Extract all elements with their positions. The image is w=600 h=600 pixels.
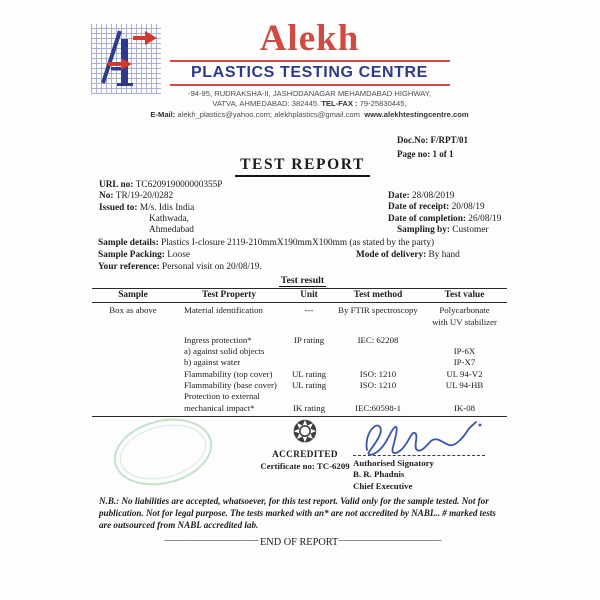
cell-value: UL 94-V2 — [446, 368, 483, 379]
doc-info-block — [397, 134, 468, 162]
sampling-label: Sampling by: — [397, 224, 453, 235]
table-row — [92, 391, 507, 402]
cell-property: Flammability (top cover) — [184, 368, 273, 379]
cell-sample — [92, 317, 174, 328]
sampling-line — [388, 225, 501, 236]
test-result-heading-row — [85, 275, 520, 286]
address-block — [130, 89, 490, 120]
cell-value — [422, 328, 507, 346]
cell-value: Polycarbonate — [439, 305, 490, 316]
cell-unit — [284, 391, 334, 402]
sample-packing-value: Loose — [167, 250, 190, 261]
reference-line — [98, 262, 520, 274]
completion-label: Date of completion: — [388, 213, 469, 224]
sample-details-line — [98, 238, 520, 250]
table-row — [92, 346, 507, 357]
date-label: Date: — [388, 190, 413, 201]
test-result-table — [92, 288, 507, 417]
cell-unit — [284, 357, 334, 368]
report-no-value: TR/19-20/0282 — [115, 191, 174, 202]
cell-sample — [92, 346, 174, 357]
cell-unit: IK rating — [292, 402, 325, 413]
end-dashes-left: —————————— — [164, 534, 258, 546]
col-header-test-property: Test Property — [174, 289, 284, 303]
report-no-label: No: — [99, 191, 116, 202]
issued-to-line-3: Ahmedabad — [149, 225, 194, 236]
cell-property: Flammability (base cover) — [184, 380, 277, 391]
reference-label: Your reference: — [98, 261, 163, 272]
delivery-value: By hand — [428, 250, 460, 261]
issued-to-label: Issued to: — [99, 202, 140, 213]
cell-sample — [92, 357, 174, 368]
sample-block — [98, 238, 520, 273]
nabl-accreditation-seal-icon: ❂ — [292, 414, 318, 450]
cell-sample: Box as above — [109, 305, 157, 316]
cell-method: IEC:60598-1 — [355, 402, 401, 413]
cell-sample — [92, 369, 174, 380]
cell-property: Protection to external — [184, 391, 260, 402]
cell-value: IP-X7 — [453, 357, 476, 368]
cell-method — [334, 357, 422, 368]
cell-unit: UL rating — [291, 368, 327, 379]
alekh-logo-icon — [91, 24, 161, 94]
table-row — [92, 369, 507, 380]
cell-value: with UV stabilizer — [432, 316, 497, 327]
address-line-3 — [130, 110, 490, 120]
cell-sample — [92, 328, 174, 346]
cell-method — [334, 317, 422, 328]
letterhead-center — [116, 20, 490, 120]
sampling-value: Customer — [452, 224, 489, 235]
cell-unit — [284, 317, 334, 328]
letterhead — [85, 20, 520, 120]
table-row — [92, 357, 507, 368]
sample-packing-label: Sample Packing: — [98, 250, 168, 261]
url-no-line — [99, 180, 520, 191]
signatory-block — [353, 418, 513, 492]
cell-method — [334, 391, 422, 402]
issued-to-line-2: Kathwada, — [149, 213, 190, 224]
cell-unit — [284, 346, 334, 357]
test-result-heading: Test result — [280, 275, 325, 287]
company-subtitle: PLASTICS TESTING CENTRE — [191, 63, 428, 81]
table-row — [92, 328, 507, 346]
delivery-label: Mode of delivery: — [356, 250, 429, 261]
url-no-label: URL no: — [99, 179, 136, 190]
red-divider-top — [170, 60, 450, 62]
round-stamp — [107, 409, 220, 495]
table-row — [92, 317, 507, 328]
table-row — [92, 380, 507, 391]
col-header-sample: Sample — [92, 289, 174, 303]
cell-unit: IP rating — [293, 334, 325, 345]
doc-no-line — [397, 134, 468, 148]
doc-no-label: Doc.No: — [397, 135, 431, 145]
certificate-number: Certificate no: TC-6209 — [260, 461, 350, 472]
report-document — [85, 20, 520, 548]
cell-method: By FTIR spectroscopy — [338, 305, 418, 316]
cell-method: IEC: 62208 — [357, 334, 399, 345]
cell-value: UL 94-HB — [445, 380, 484, 391]
signature-section — [85, 414, 520, 492]
receipt-value: 20/08/19 — [451, 202, 485, 213]
doc-no-value: F/RPT/01 — [430, 135, 468, 145]
signature-rule — [353, 455, 485, 456]
col-header-test-value: Test value — [422, 289, 507, 303]
cell-value — [422, 391, 507, 402]
cell-sample — [92, 403, 174, 417]
col-header-unit: Unit — [284, 289, 334, 303]
receipt-label: Date of receipt: — [388, 202, 452, 213]
red-divider-bottom — [170, 84, 450, 86]
end-of-report-text: END OF REPORT — [257, 536, 339, 548]
sample-details-value: Plastics I-closure 2119-210mmX190mmX100mm (as stated by the party) — [161, 238, 435, 249]
brand-name: Alekh — [259, 18, 360, 59]
table-header-row — [92, 289, 507, 303]
delivery-line — [356, 250, 460, 262]
signatory-title: Authorised Signatory — [353, 457, 434, 468]
page-no-value: 1 of 1 — [432, 148, 454, 159]
signatory-name: B. R. Phadnis — [353, 469, 405, 480]
signatory-role: Chief Executive — [353, 480, 413, 491]
issued-to-value: M/s. Idis India — [139, 202, 195, 213]
telfax-label: TEL-FAX : — [321, 99, 360, 109]
cell-method: ISO: 1210 — [359, 380, 397, 391]
col-header-test-method: Test method — [334, 289, 422, 303]
reference-value: Personal visit on 20/08/19. — [162, 261, 262, 272]
date-line — [388, 191, 501, 202]
sample-details-label: Sample details: — [98, 238, 162, 249]
address-line-1: -94-95, RUDRAKSHA-II, JASHODANAGAR MEHAMDABAD HIGHWAY, — [188, 89, 431, 99]
address-city: VATVA, AHMEDABAD: 382445. — [212, 99, 322, 109]
cell-property: Ingress protection* — [184, 334, 252, 345]
cell-unit: UL rating — [291, 380, 327, 391]
signature-icon — [361, 418, 491, 458]
address-line-2 — [130, 99, 490, 109]
cell-property: mechanical impact* — [184, 402, 255, 413]
cell-sample — [92, 391, 174, 402]
email-addresses: alekh_plastics@yahoo.com; alekhplastics@gmail.com — [177, 109, 360, 119]
website-url: www.alekhtestingcentre.com — [364, 109, 469, 119]
report-title: TEST REPORT — [235, 156, 370, 177]
cell-property: b) against water — [184, 357, 241, 368]
completion-value: 26/08/19 — [468, 213, 502, 224]
telfax-number: 79-25830445, — [359, 99, 407, 109]
cell-value: IK-08 — [453, 402, 475, 413]
completion-line — [388, 214, 501, 225]
receipt-line — [388, 202, 501, 213]
page-no-line — [397, 148, 468, 162]
cell-unit: --- — [304, 305, 314, 316]
page-no-label: Page no: — [397, 148, 433, 159]
cell-property — [174, 317, 284, 328]
date-value: 28/08/2019 — [412, 190, 455, 201]
report-meta — [85, 180, 520, 236]
accredited-label: ACCREDITED — [272, 448, 338, 459]
cell-method — [334, 346, 422, 357]
nb-disclaimer: N.B.: No liabilities are accepted, whatsoever, for this test report. Valid only for the sample tested. Not for publication. Not for legal purpose. The tests marked with an* are not accredited by NABL.. # marked tests are outsourced from NABL accredited lab. — [99, 495, 496, 531]
cell-sample — [92, 380, 174, 391]
cell-method: ISO: 1210 — [359, 368, 397, 379]
end-dashes-right: ——————————— — [338, 534, 441, 546]
email-label: E-Mail: — [150, 109, 178, 119]
cell-value: IP-6X — [453, 346, 476, 357]
table-row — [92, 303, 507, 317]
cell-property: a) against solid objects — [184, 346, 265, 357]
url-no-value: TC620919000000355P — [135, 179, 223, 190]
meta-right-column — [388, 191, 501, 236]
cell-property: Material identification — [184, 305, 263, 316]
end-of-report-line — [85, 534, 520, 548]
